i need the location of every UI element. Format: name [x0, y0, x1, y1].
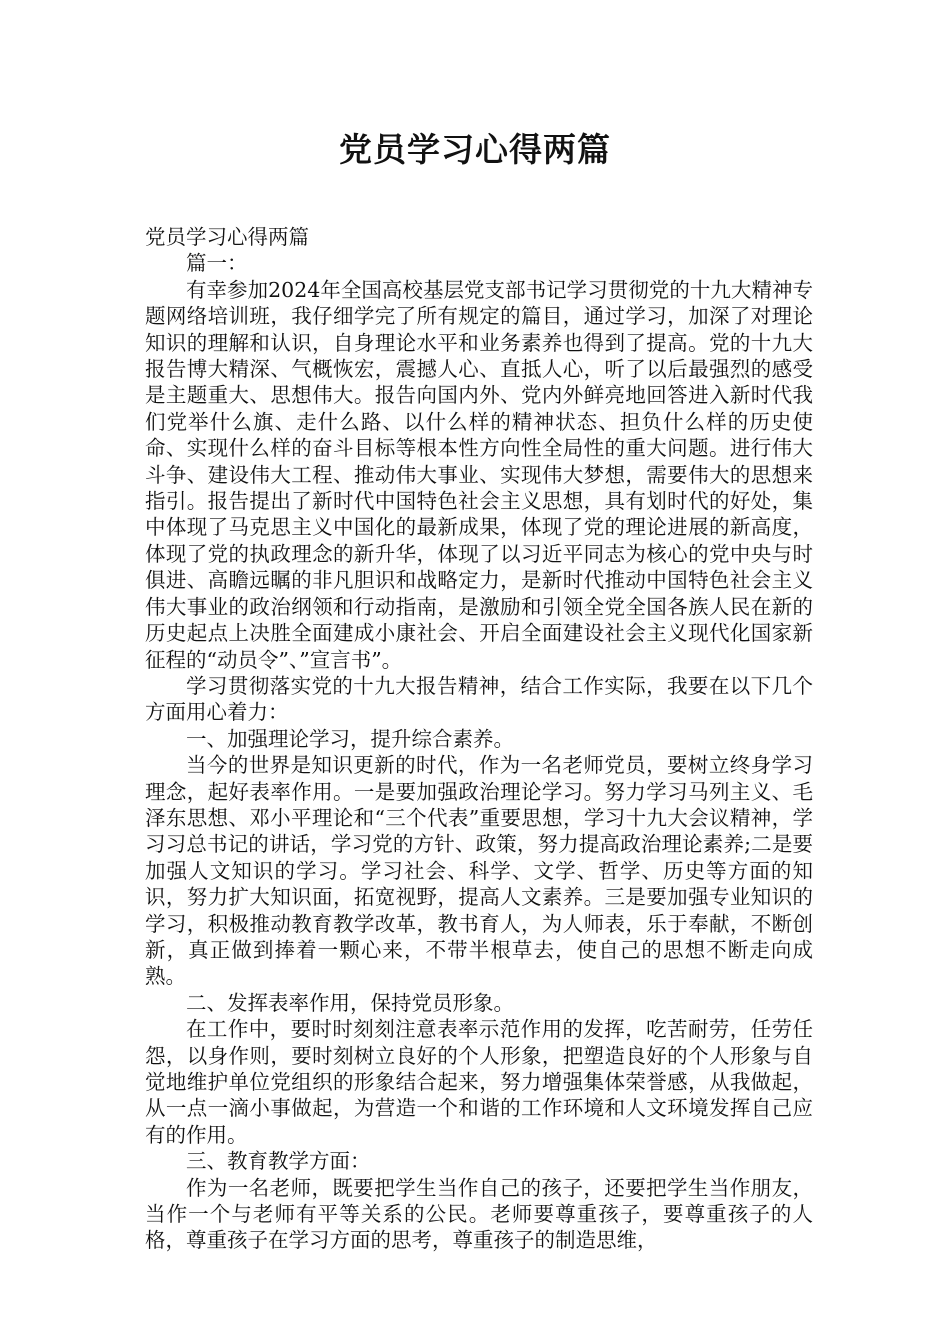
body-paragraph: 学习贯彻落实党的十九大报告精神，结合工作实际，我要在以下几个方面用心着力： — [145, 673, 813, 725]
section-heading-part-one: 篇一： — [186, 251, 248, 276]
body-paragraph: 在工作中，要时时刻刻注意表率示范作用的发挥，吃苦耐劳，任劳任怨，以身作则，要时刻树立良好的个人形象，把塑造良好的个人形象与自觉地维护单位党组织的形象结合起来，努力增强集体荣誉感，从我做起，从一点一滴小事做起，为营造一个和谐的工作环境和人文环境发挥自己应有的作用。 — [145, 1017, 813, 1147]
document-body — [145, 224, 813, 1254]
body-paragraph: 有幸参加2024年全国高校基层党支部书记学习贯彻党的十九大精神专题网络培训班，我仔细学完了所有规定的篇目，通过学习，加深了对理论知识的理解和认识，自身理论水平和业务素养也得到了提高。党的十九大报告博大精深、气概恢宏，震撼人心、直抵人心，听了以后最强烈的感受是主题重大、思想伟大。报告向国内外、党内外鲜亮地回答进入新时代我们党举什么旗、走什么路、以什么样的精神状态、担负什么样的历史使命、实现什么样的奋斗目标等根本性方向性全局性的重大问题。进行伟大斗争、建设伟大工程、推动伟大事业、实现伟大梦想，需要伟大的思想来指引。报告提出了新时代中国特色社会主义思想，具有划时代的好处，集中体现了马克思主义中国化的最新成果，体现了党的理论进展的新高度，体现了党的执政理念的新升华，体现了以习近平同志为核心的党中央与时俱进、高瞻远瞩的非凡胆识和战略定力，是新时代推动中国特色社会主义伟大事业的政治纲领和行动指南，是激励和引领全党全国各族人民在新的历史起点上决胜全面建成小康社会、开启全面建设社会主义现代化国家新征程的“动员令”、”宣言书”。 — [145, 277, 813, 672]
body-paragraph: 作为一名老师，既要把学生当作自己的孩子，还要把学生当作朋友，当作一个与老师有平等关系的公民。老师要尊重孩子，要尊重孩子的人格，尊重孩子在学习方面的思考，尊重孩子的制造思维， — [145, 1175, 813, 1253]
body-paragraph: 当今的世界是知识更新的时代，作为一名老师党员，要树立终身学习理念，起好表率作用。一是要加强政治理论学习。努力学习马列主义、毛泽东思想、邓小平理论和“三个代表”重要思想，学习十九大会议精神，学习习总书记的讲话，学习党的方针、政策，努力提高政治理论素养;二是要加强人文知识的学习。学习社会、科学、文学、哲学、历史等方面的知识，努力扩大知识面，拓宽视野，提高人文素养。三是要加强专业知识的学习，积极推动教育教学改革，教书育人，为人师表，乐于奉献，不断创新，真正做到捧着一颗心来，不带半根草去，使自己的思想不断走向成熟。 — [145, 753, 813, 989]
subtitle-paragraph: 党员学习心得两篇 — [145, 225, 309, 249]
document-title: 党员学习心得两篇 — [339, 130, 611, 169]
section-heading-two: 二、发挥表率作用，保持党员形象。 — [186, 990, 514, 1015]
section-heading-one: 一、加强理论学习，提升综合素养。 — [186, 726, 514, 751]
section-heading-three: 三、教育教学方面： — [186, 1149, 371, 1174]
